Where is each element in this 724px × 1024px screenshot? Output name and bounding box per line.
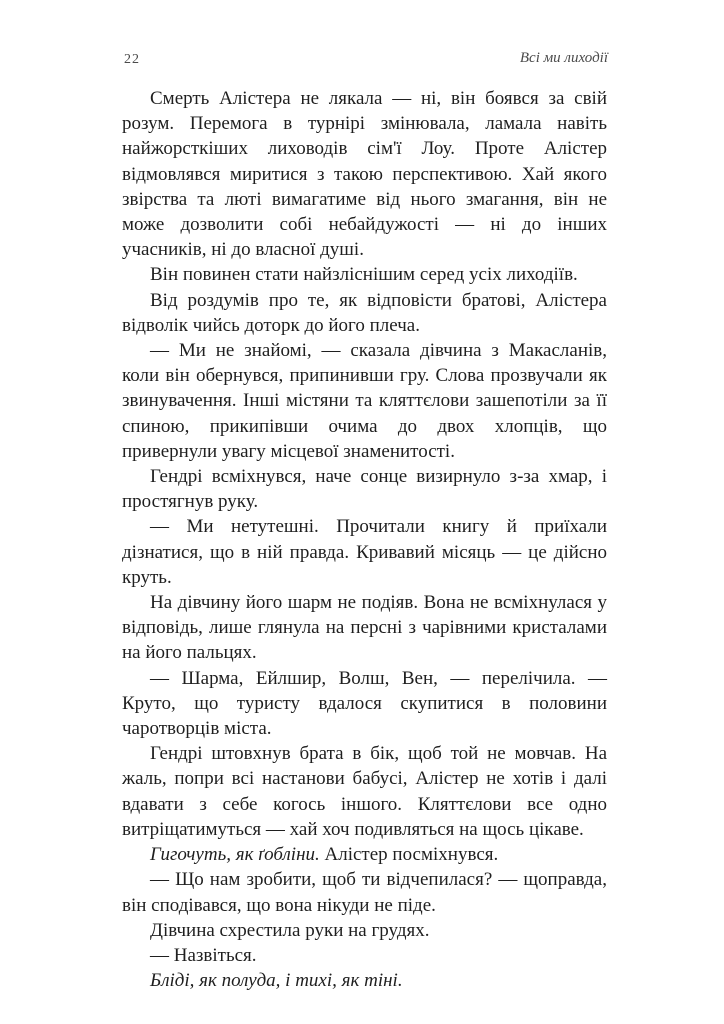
paragraph-text: Алістер посміхнувся. [319, 844, 499, 866]
paragraph: Від роздумів про те, як відповісти братові, Алістера відволік чийсь доторк до його плеча. [122, 289, 607, 336]
paragraph [122, 842, 607, 867]
paragraph: — Що нам зробити, щоб ти відчепилася? — щоправда, він сподівався, що вона нікуди не піде. [122, 869, 607, 916]
paragraph: Гендрі всміхнувся, наче сонце визирнуло з-за хмар, і простягнув руку. [122, 466, 607, 513]
page-number: 22 [124, 52, 140, 67]
italic-thought: Бліді, як полуда, і тихі, як тіні. [150, 970, 403, 992]
paragraph: На дівчину його шарм не подіяв. Вона не всміхнулася у відповідь, лише глянула на персні з чарівними кристалами на його пальцях. [122, 592, 607, 664]
body-text [122, 86, 607, 993]
paragraph: Він повинен стати найзліснішим серед усіх лиходіїв. [150, 264, 578, 286]
italic-thought: Гигочуть, як ґобліни. [150, 844, 320, 866]
paragraph: — Ми нетутешні. Прочитали книгу й приїхали дізнатися, що в ній правда. Кривавий місяць — це дійсно круть. [122, 516, 607, 588]
paragraph [122, 968, 607, 993]
paragraph: Дівчина схрестила руки на грудях. [150, 919, 430, 941]
paragraph: — Ми не знайомі, — сказала дівчина з Макасланів, коли він обернувся, припинивши гру. Слова прозвучали як звинувачення. Інші містяни та кляттєлови зашепотіли за її спиною, прикипівши очима до двох хлопців, що привернули увагу місцевої знаменитості. [122, 340, 607, 462]
paragraph: Смерть Алістера не лякала — ні, він боявся за свій розум. Перемога в турнірі змінювала, ламала навіть найжорсткіших лиховодів сім'ї Лоу. Проте Алістер відмовлявся миритися з такою перспективою. Хай якого звірства та люті вимагатиме від нього змагання, він не може дозволити собі небайдужості — ні до інших учасників, ні до власної душі. [122, 88, 607, 261]
running-title: Всі ми лиходії [519, 50, 608, 66]
paragraph: — Назвіться. [150, 944, 257, 966]
paragraph: — Шарма, Ейлшир, Волш, Вен, — перелічила. — Круто, що туристу вдалося скупитися в половини чаротворців міста. [122, 667, 607, 740]
paragraph: Гендрі штовхнув брата в бік, щоб той не мовчав. На жаль, попри всі настанови бабусі, Алістер не хотів і далі вдавати з себе когось іншого. Кляттєлови все одно витріщатимуться — хай хоч подивляться на щось цікаве. [122, 743, 607, 840]
